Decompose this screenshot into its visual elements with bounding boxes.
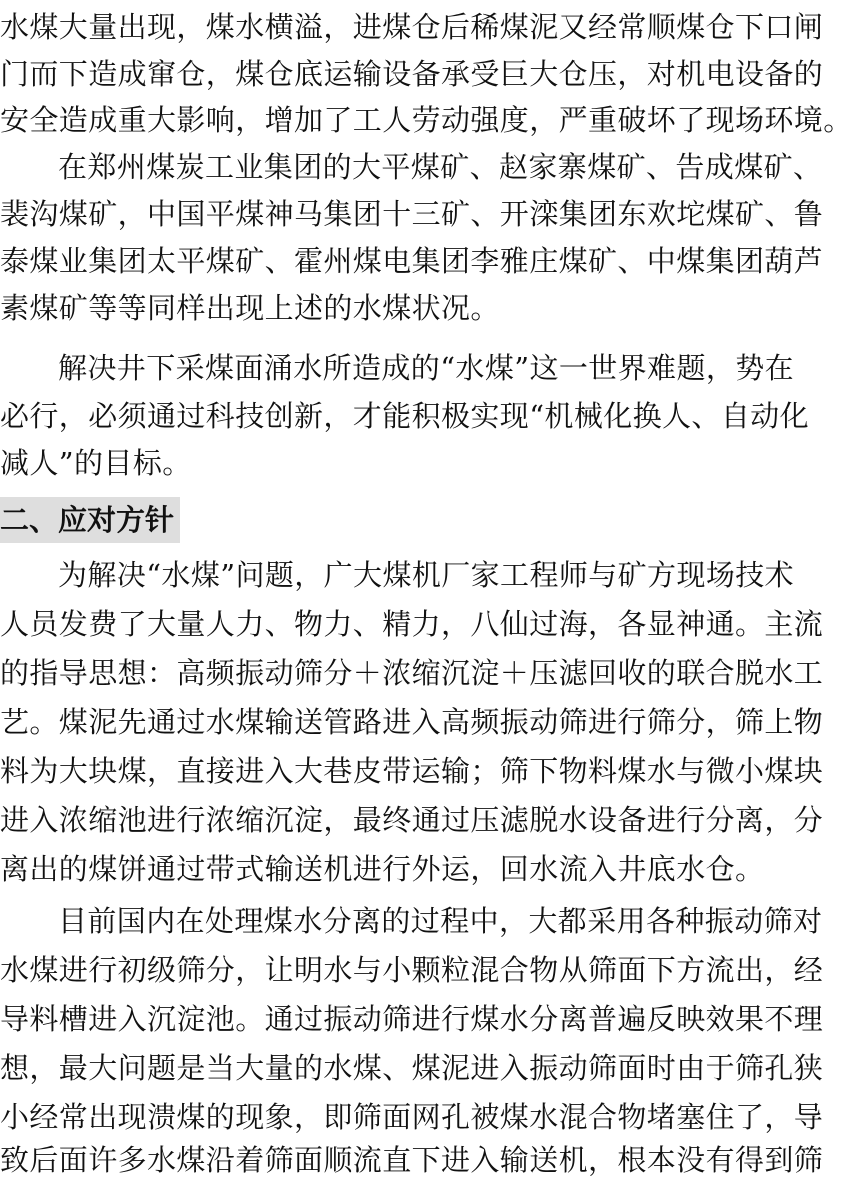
paragraph-4-line-1: 为解决“水煤”问题，广大煤机厂家工程师与矿方现场技术 [58,558,795,592]
paragraph-4-line-5: 料为大块煤，直接进入大巷皮带运输；筛下物料煤水与微小煤块 [0,754,824,788]
paragraph-5-line-4: 想，最大问题是当大量的水煤、煤泥进入振动筛面时由于筛孔狭 [0,1051,824,1085]
paragraph-2-line-2: 裴沟煤矿，中国平煤神马集团十三矿、开滦集团东欢坨煤矿、鲁 [0,197,824,231]
paragraph-5-line-2: 水煤进行初级筛分，让明水与小颗粒混合物从筛面下方流出，经 [0,953,824,987]
paragraph-4-line-3: 的指导思想：高频振动筛分＋浓缩沉淀＋压滤回收的联合脱水工 [0,656,824,690]
paragraph-3-line-2: 必行，必须通过科技创新，才能积极实现“机械化换人、自动化 [0,399,810,433]
paragraph-2-line-3: 泰煤业集团太平煤矿、霍州煤电集团李雅庄煤矿、中煤集团葫芦 [0,244,824,278]
paragraph-3-line-1: 解决井下采煤面涌水所造成的“水煤”这一世界难题，势在 [58,351,795,385]
paragraph-2-line-1: 在郑州煤炭工业集团的大平煤矿、赵家寨煤矿、告成煤矿、 [58,150,823,184]
paragraph-5-line-1: 目前国内在处理煤水分离的过程中，大都采用各种振动筛对 [58,904,823,938]
paragraph-5-line-3: 导料槽进入沉淀池。通过振动筛进行煤水分离普遍反映效果不理 [0,1002,824,1036]
paragraph-2-line-4: 素煤矿等等同样出现上述的水煤状况。 [0,291,500,325]
section-heading: 二、应对方针 [0,497,180,543]
paragraph-4-line-6: 进入浓缩池进行浓缩沉淀，最终通过压滤脱水设备进行分离，分 [0,803,824,837]
paragraph-4-line-7: 离出的煤饼通过带式输送机进行外运，回水流入井底水仓。 [0,852,765,886]
paragraph-3-line-3: 减人”的目标。 [0,446,192,480]
paragraph-1-line-1: 水煤大量出现，煤水横溢，进煤仓后稀煤泥又经常顺煤仓下口闸 [0,10,824,44]
paragraph-5-line-6: 致后面许多水煤沿着筛面顺流直下进入输送机，根本没有得到筛 [0,1143,824,1177]
paragraph-4-line-2: 人员发费了大量人力、物力、精力，八仙过海，各显神通。主流 [0,607,824,641]
paragraph-1-line-2: 门而下造成窜仓，煤仓底运输设备承受巨大仓压，对机电设备的 [0,57,824,91]
paragraph-5-line-5: 小经常出现溃煤的现象，即筛面网孔被煤水混合物堵塞住了，导 [0,1100,824,1134]
paragraph-4-line-4: 艺。煤泥先通过水煤输送管路进入高频振动筛进行筛分，筛上物 [0,705,824,739]
paragraph-1-line-3: 安全造成重大影响，增加了工人劳动强度，严重破坏了现场环境。 [0,103,853,137]
